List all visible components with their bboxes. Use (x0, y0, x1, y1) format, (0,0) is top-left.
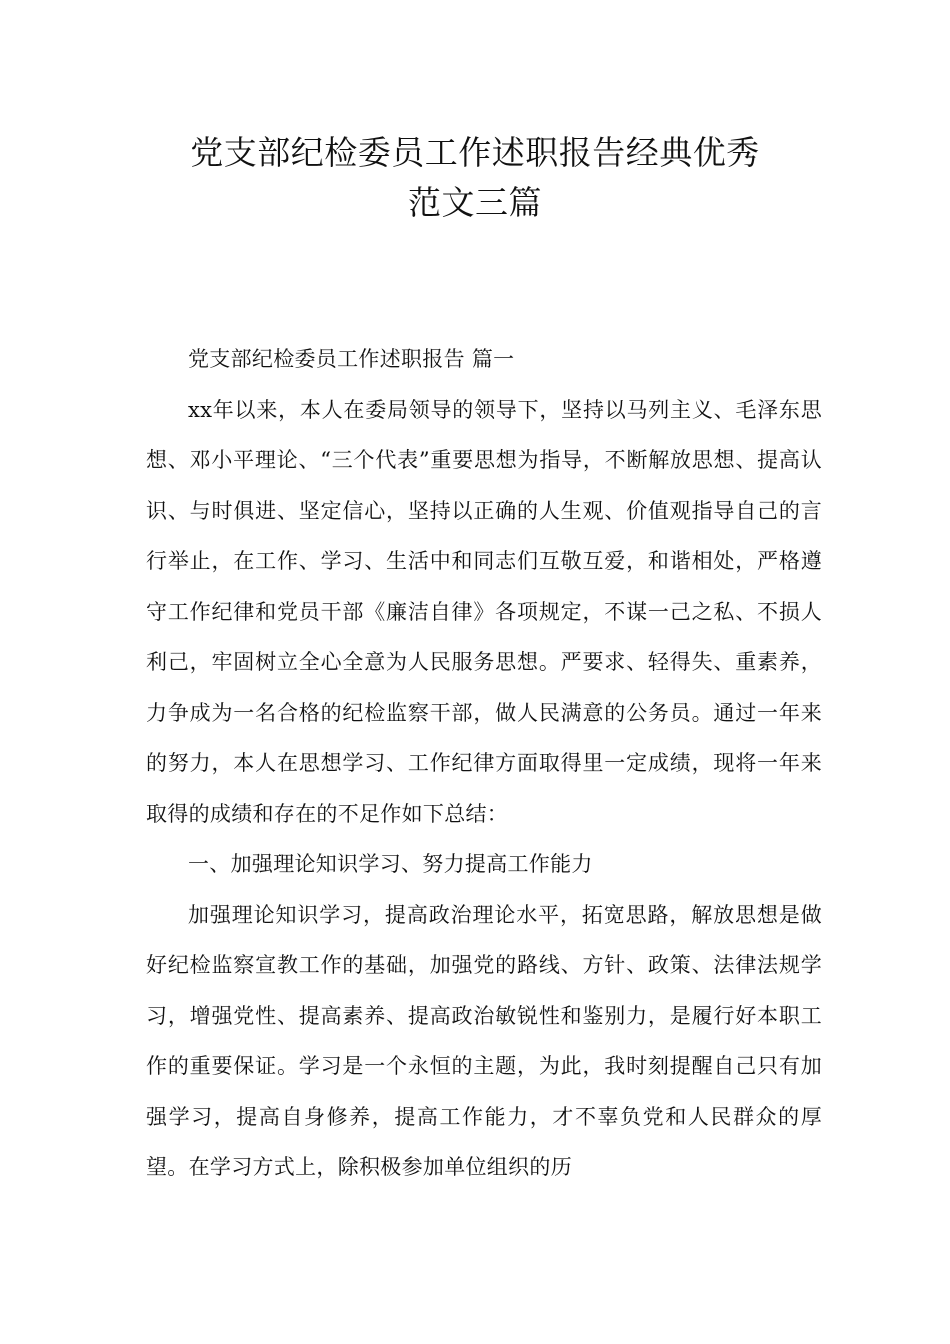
document-body (146, 334, 822, 1193)
paragraph: 加强理论知识学习，提高政治理论水平，拓宽思路，解放思想是做好纪检监察宣教工作的基础，加强党的路线、方针、政策、法律法规学习，增强党性、提高素养、提高政治敏锐性和鉴别力，是履行好本职工作的重要保证。学习是一个永恒的主题，为此，我时刻提醒自己只有加强学习，提高自身修养，提高工作能力，才不辜负党和人民群众的厚望。在学习方式上，除积极参加单位组织的历 (146, 902, 822, 1179)
title-line-2: 范文三篇 (408, 183, 542, 222)
paragraph: xx年以来，本人在委局领导的领导下，坚持以马列主义、毛泽东思想、邓小平理论、“三个代表”重要思想为指导，不断解放思想、提高认识、与时俱进、坚定信心，坚持以正确的人生观、价值观指导自己的言行举止，在工作、学习、生活中和同志们互敬互爱，和谐相处，严格遵守工作纪律和党员干部《廉洁自律》各项规定，不谋一己之私、不损人利己，牢固树立全心全意为人民服务思想。严要求、轻得失、重素养，力争成为一名合格的纪检监察干部，做人民满意的公务员。通过一年来的努力，本人在思想学习、工作纪律方面取得里一定成绩，现将一年来取得的成绩和存在的不足作如下总结： (146, 397, 822, 826)
title-line-1: 党支部纪检委员工作述职报告经典优秀 (190, 133, 760, 172)
section-heading: 党支部纪检委员工作述职报告 篇一 (188, 347, 515, 371)
subheading: 一、加强理论知识学习、努力提高工作能力 (188, 852, 593, 876)
document-title (120, 128, 830, 228)
